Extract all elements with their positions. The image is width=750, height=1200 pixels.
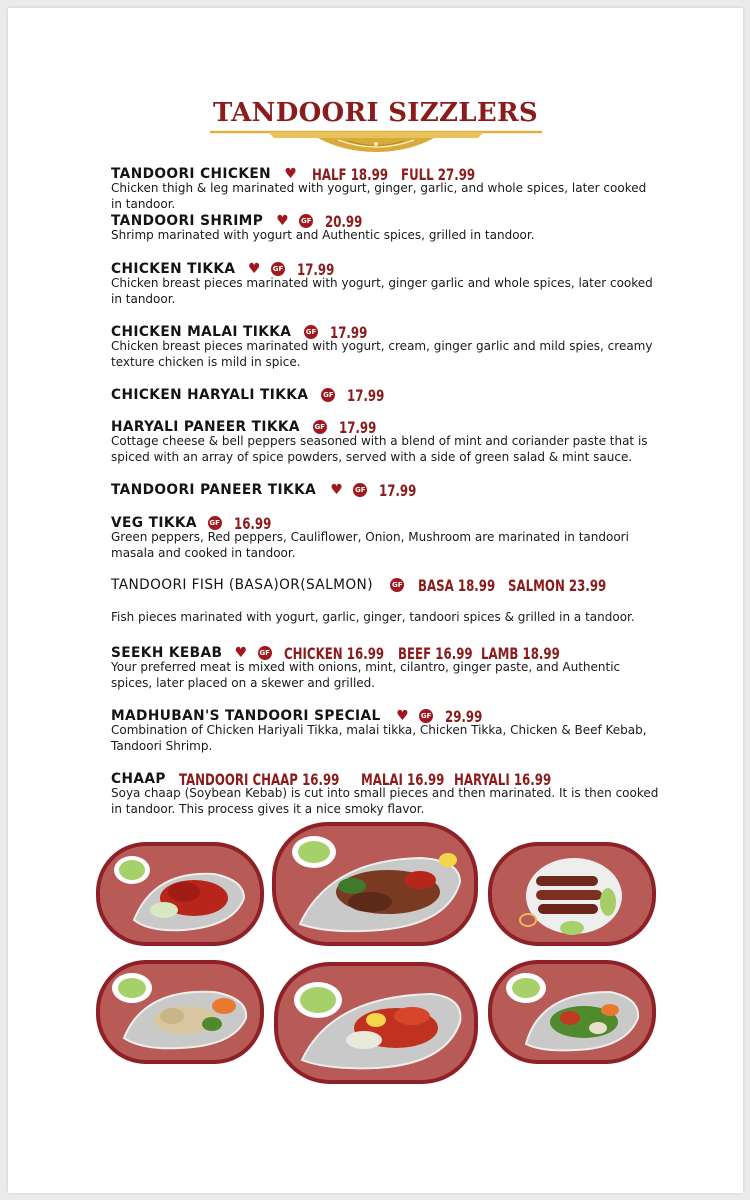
food-photo-malai-tikka — [94, 958, 266, 1066]
item-name: TANDOORI CHICKEN — [111, 166, 272, 182]
item-price: HARYALI 16.99 — [454, 769, 552, 789]
item-description: Chicken breast pieces marinated with yogurt, cream, ginger garlic and mild spies, creamy texture chicken is mild in spice. — [111, 339, 653, 369]
item-name: VEG TIKKA — [111, 515, 197, 531]
item-name: TANDOORI SHRIMP — [111, 213, 264, 229]
food-photo-veg-tikka — [486, 958, 658, 1066]
item-price: 17.99 — [338, 417, 377, 437]
item-name: TANDOORI PANEER TIKKA — [111, 482, 317, 498]
item-price: 16.99 — [233, 513, 271, 533]
food-photo-tandoori-shrimp — [272, 960, 480, 1086]
item-description: Fish pieces marinated with yogurt, garlic, ginger, tandoori spices & grilled in a tandoor. — [111, 610, 635, 624]
item-price: MALAI 16.99 — [360, 769, 444, 789]
item-price: BASA 18.99 — [418, 575, 496, 595]
food-photo-mixed-grill — [270, 820, 480, 948]
item-description: Chicken thigh & leg marinated with yogurt, ginger, garlic, and whole spices, later cooked in tandoor. — [111, 181, 647, 211]
heart-icon: ♥ — [247, 260, 261, 277]
gluten-free-icon: GF — [390, 578, 404, 592]
item-price: 17.99 — [296, 259, 335, 279]
food-photo-seekh-kebab — [486, 840, 658, 948]
item-price: FULL 27.99 — [401, 164, 476, 184]
section-title: TANDOORI SIZZLERS — [212, 98, 538, 128]
item-name: TANDOORI FISH (BASA)OR(SALMON) — [111, 577, 373, 593]
item-name: MADHUBAN'S TANDOORI SPECIAL — [111, 708, 381, 724]
heart-icon: ♥ — [284, 165, 297, 182]
item-name: CHAAP — [111, 771, 166, 787]
gluten-free-icon: GF — [258, 646, 272, 660]
item-price: TANDOORI CHAAP 16.99 — [178, 769, 340, 789]
heart-icon: ♥ — [234, 644, 248, 661]
item-price: SALMON 23.99 — [508, 575, 607, 595]
item-description: Soya chaap (Soybean Kebab) is cut into small pieces and then marinated. It is then cooked in tandoor. This process gives it a nice smoky flavor. — [111, 786, 659, 816]
item-price: 29.99 — [445, 706, 483, 726]
menu-page — [8, 8, 743, 1193]
food-photos — [8, 8, 743, 1193]
item-name: SEEKH KEBAB — [111, 645, 223, 661]
gluten-free-icon: GF — [299, 214, 313, 228]
item-price: 17.99 — [347, 385, 385, 405]
gluten-free-icon: GF — [321, 388, 335, 402]
item-price: BEEF 16.99 — [397, 643, 473, 663]
item-description: Cottage cheese & bell peppers seasoned with a blend of mint and coriander paste that is spiced with an array of spice powders, served with a side of green salad & mint sauce. — [111, 434, 648, 464]
item-price: 17.99 — [379, 480, 417, 500]
item-description: Combination of Chicken Hariyali Tikka, malai tikka, Chicken Tikka, Chicken & Beef Kebab, Tandoori Shrimp. — [111, 723, 647, 753]
gluten-free-icon: GF — [313, 420, 327, 434]
gluten-free-icon: GF — [353, 483, 367, 497]
item-name: CHICKEN MALAI TIKKA — [111, 324, 292, 340]
gluten-free-icon: GF — [304, 325, 318, 339]
heart-icon: ♥ — [330, 481, 343, 498]
gluten-free-icon: GF — [208, 516, 222, 530]
item-description: Shrimp marinated with yogurt and Authentic spices, grilled in tandoor. — [111, 228, 535, 242]
gluten-free-icon: GF — [419, 709, 433, 723]
gluten-free-icon: GF — [271, 262, 285, 276]
heart-icon: ♥ — [276, 212, 289, 229]
item-description: Green peppers, Red peppers, Cauliflower, Onion, Mushroom are marinated in tandoori masala and cooked in tandoor. — [111, 530, 629, 560]
item-price: 20.99 — [325, 211, 363, 231]
item-price: HALF 18.99 — [312, 164, 389, 184]
item-name: CHICKEN TIKKA — [111, 261, 236, 277]
item-description: Chicken breast pieces marinated with yogurt, ginger garlic and whole spices, later cooked in tandoor. — [111, 276, 653, 306]
item-price: CHICKEN 16.99 — [283, 643, 384, 663]
item-price: 17.99 — [329, 322, 368, 342]
item-description: Your preferred meat is mixed with onions, mint, cilantro, ginger paste, and Authentic spices, later placed on a skewer and grilled. — [111, 660, 621, 690]
heart-icon: ♥ — [396, 707, 409, 724]
food-photo-tandoori-chicken — [94, 840, 266, 948]
item-name: HARYALI PANEER TIKKA — [111, 419, 300, 435]
item-name: CHICKEN HARYALI TIKKA — [111, 387, 309, 403]
item-price: LAMB 18.99 — [480, 643, 560, 663]
